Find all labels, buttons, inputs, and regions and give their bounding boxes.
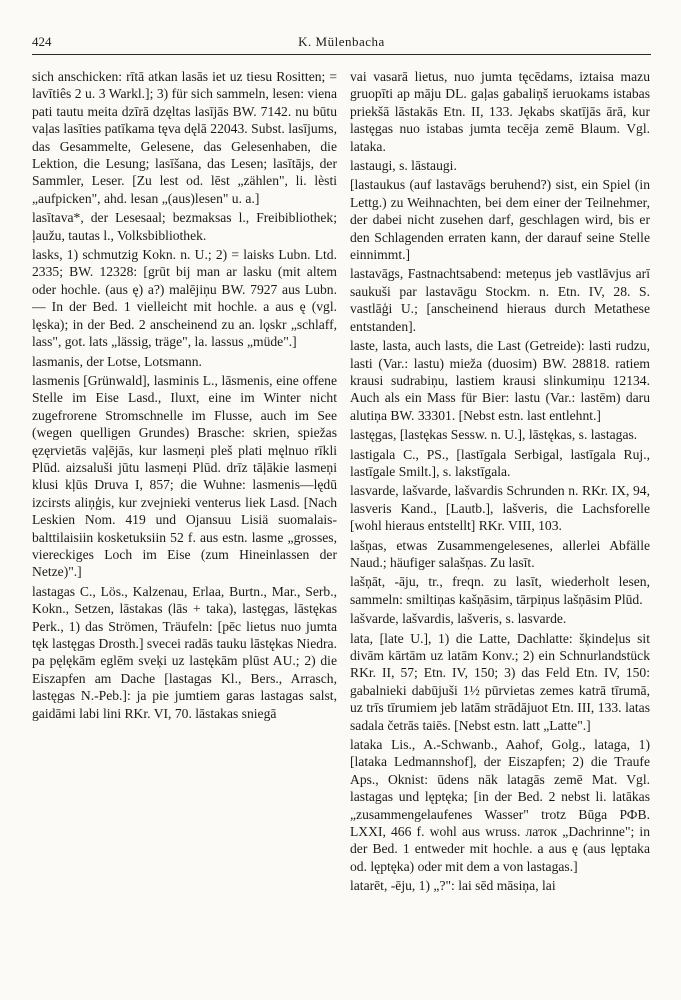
entry-paragraph: lasmanis, der Lotse, Lotsmann. xyxy=(32,353,202,369)
entry-paragraph: lastęgas, [lastękas Sessw. n. U.], lāstękas, s. lastagas. xyxy=(350,427,638,443)
entry-paragraph: lasītava*, der Lesesaal; bezmaksas l., Freibibliothek; ļaužu, tautas l., Volksbibliothek. xyxy=(32,210,337,243)
entry-paragraph: lašņāt, -āju, tr., freqn. zu lasīt, wiederholt lesen, sammeln: smiltiņas kašņāsim, tārpiņus lašņāsim Plūd. xyxy=(350,574,650,607)
entry-paragraph: lasks, 1) schmutzig Kokn. n. U.; 2) = laisks Lubn. Ltd. 2335; BW. 12328: [grūt bij man ar lasku (mit altem oder hochle. (aus ę) a?) malējiņu BW. 7927 aus Lubn. — In der Bed. 1 vielleicht mit hochle. a aus ę (vgl. lęska); in der Bed. 2 anscheinend zu an. lǫskr „schlaff, lass", got. lats „lässig, träge", la. lassus „müde".] xyxy=(32,247,337,350)
entry-paragraph: lastigala C., PS., [lastīgala Serbigal, lastīgala Ruj., lastīgale Smilt.], s. lakstīgala. xyxy=(350,446,650,479)
entry-paragraph: vai vasarā lietus, nuo jumta tęcēdams, iztaisa mazu gruopīti ap māju DL. gaļas gabaliņš ieruokams istabas priekšā lāstakās Etn. II, 133. Jękabs skatījās ārā, kur lastęgas nuo istabas jumta tecēja zemē Blaum. Vgl. lataka. xyxy=(350,69,650,154)
entry-paragraph: laste, lasta, auch lasts, die Last (Getreide): lasti rudzu, lasti (Var.: lastu) mieža (duosim) BW. 28818. ratiem krausi sudrabiņu, lastiem krausi slinkumiņu 12134. Auch als ein Mass für Bier: lastu (Var.: lastēm) daru alutiņa BW. 33301. [Nebst estn. last entlehnt.] xyxy=(350,338,650,423)
entry-paragraph: lašvarde, lašvardis, lašveris, s. lasvarde. xyxy=(350,611,567,627)
entry-paragraph: latarēt, -ēju, 1) „?": lai sēd māsiņa, lai xyxy=(350,878,556,894)
entry-paragraph: lašņas, etwas Zusammengelesenes, allerlei Abfälle Naud.; häufiger salašņas. Zu lasīt. xyxy=(350,537,650,570)
entry-paragraph: lasmenis [Grünwald], lasminis L., lāsmenis, eine offene Stelle im Eise Lasd., Iluxt, eine im Winter nicht zugefrorene Stromschnelle im Flusse, auch im See (wegen quelligen Grundes) Brasche: skrien, spiežas ęzęrvietās vaļējās, kur lasmeņi pleš plati męlnuo rīkli Plūd. aizsaluši jūtu lasmeņi Plūd. drīz tāļākie lasmeņi klusi kļūs Druva I, 857; die Wuhne: lasmenis—lędū izcirsts aliņģis, kur zvejnieki venterus liek Lasd. [Nach Leskien Nom. 419 und Ojansuu Lisiä suomalais-balttilaisiin kosketuksiin 52 f. aus estn. lasme „grosses, viereckiges Loch im Eise (zum Hineinlassen der Netze)".] xyxy=(32,372,337,580)
entry-paragraph: lataka Lis., A.-Schwanb., Aahof, Golg., lataga, 1) [lataka Ledmannshof], der Eiszapfen; 2) die Traufe Aps., Oknist: ūdens nāk latagās zemē Mat. Vgl. lastagas und lęptęka; [in der Bed. 2 nebst li. latākas „zusammengelaufenes Wasser" trotz Būga РФВ. LXXI, 466 f. wohl aus wruss. латок „Dachrinne"; in der Bed. 1 entweder mit hochle. a aus ę (aus lęptaka od. lęptęka) oder mit dem a von lastagas.] xyxy=(350,737,650,874)
entry-paragraph: sich anschicken: rītā atkan lasās iet uz tiesu Rositten; = lavītiês 2 u. 3 Warkl.]; 3) für sich sammeln, lesen: viena pati tautu meita dzīrā dzęltas lasījās BW. 7142. nu būtu vaļas lasīties patīkama tęva dęlā 22043. Subst. lasījums, das Gesammelte, Gelesene, das Gelesenhaben, die Lektion, die Lesung; lasīšana, das Lesen; lasītājs, der Sammler, Leser. [Zu lest od. lēst „zählen", li. lèsti „aufpicken", ahd. lesan „(aus)lesen" u. a.] xyxy=(32,69,337,206)
entry-paragraph: lasvarde, lašvarde, lašvardis Schrunden n. RKr. IX, 94, lasveris Kand., [Lautb.], lašveris, die Lachsforelle [wohl hieraus entstellt] RKr. VIII, 103. xyxy=(350,483,650,534)
entry-paragraph: lata, [late U.], 1) die Latte, Dachlatte: šķindeļus sit divām kārtām uz latām Konv.; 2) ein Schnurlandstück RKr. II, 57; Etn. IV, 150; 3) das Feld Etn. IV, 150: gabalnieki dabūjuši 1½ pūrvietas zemes katrā tīrumā, uz trīs tīrumiem jeb latām strādājuot Etn. III, 133. latas sadala četrās taiēs. [Nebst estn. latt „Latte".] xyxy=(350,630,650,733)
entry-paragraph: lastagas C., Lös., Kalzenau, Erlaa, Burtn., Mar., Serb., Kokn., Setzen, lāstakas (lās + taka), lastęgas, lāstękas Perk., 1) das Strömen, Träufeln: [pēc lietus nuo jumta tęk lastęgas Drosth.] svecei radās tauku lāstękas Niedra. pa pęlękām eglēm sveķi uz lastękām plūst AU.; 2) die Eiszapfen am Dache [lastagas Kl., Bers., Arrasch, lastęgas N.-Peb.]: ja pie jumtiem garas lastagas salst, gaidāmi labi lini RKr. VI, 70. lāstakas sniegā xyxy=(32,583,337,721)
page-header xyxy=(32,32,651,55)
running-title: K. Mülenbacha xyxy=(298,34,385,49)
entry-paragraph: lastaugi, s. lāstaugi. xyxy=(350,158,457,174)
entry-paragraph: lastavāgs, Fastnachtsabend: meteņus jeb vastlāvjus arī saukuši par lastavāgu Stockm. n. Etn. IV, 28. S. vastlāģi U.; [anscheinend hieraus durch Metathese entstanden]. xyxy=(350,266,650,334)
entry-paragraph: [lastaukus (auf lastavāgs beruhend?) sist, ein Spiel (in Lettg.) zu Weihnachten, bei dem einer der Teilnehmer, der dabei nicht zusehen darf, geschlagen wird, bis er den Schlagenden erraten kann, der darauf seine Stelle einnimmt.] xyxy=(350,177,650,263)
left-column xyxy=(32,68,337,988)
right-column xyxy=(350,68,650,988)
page-number: 424 xyxy=(32,34,52,49)
